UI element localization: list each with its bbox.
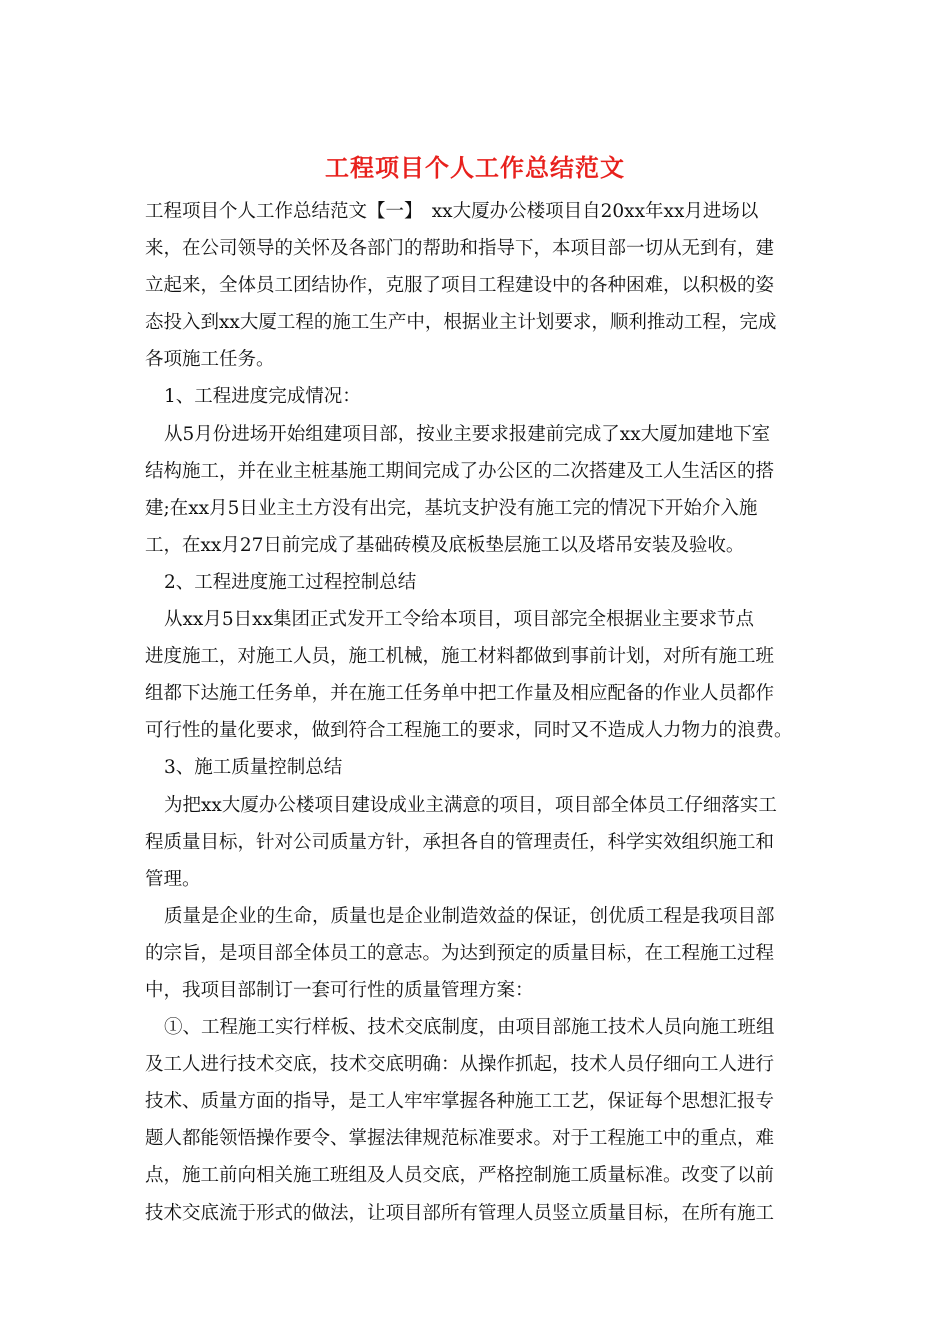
paragraph-line: 从xx月5日xx集团正式发开工令给本项目，项目部完全根据业主要求节点 — [164, 609, 755, 631]
paragraph-line: 为把xx大厦办公楼项目建设成业主满意的项目，项目部全体员工仔细落实工 — [164, 794, 777, 816]
paragraph-line: 工程项目个人工作总结范文【一】 xx大厦办公楼项目自20xx年xx月进场以 — [145, 201, 759, 222]
paragraph-line: 题人都能领悟操作要令、掌握法律规范标准要求。对于工程施工中的重点，难 — [145, 1128, 775, 1150]
paragraph-line: 技术、质量方面的指导，是工人牢牢掌握各种施工工艺，保证每个思想汇报专 — [145, 1091, 775, 1113]
paragraph-line: 组都下达施工任务单，并在施工任务单中把工作量及相应配备的作业人员都作 — [145, 683, 775, 705]
paragraph-line: 来，在公司领导的关怀及各部门的帮助和指导下，本项目部一切从无到有，建 — [145, 238, 775, 260]
paragraph-line: 从5月份进场开始组建项目部，按业主要求报建前完成了xx大厦加建地下室 — [164, 423, 771, 445]
paragraph-line: 进度施工，对施工人员，施工机械，施工材料都做到事前计划，对所有施工班 — [145, 646, 775, 668]
section-heading: 1、工程进度完成情况： — [164, 386, 361, 408]
paragraph-line: 技术交底流于形式的做法，让项目部所有管理人员竖立质量目标，在所有施工 — [145, 1202, 775, 1224]
paragraph-line: 质量是企业的生命，质量也是企业制造效益的保证，创优质工程是我项目部 — [164, 905, 775, 927]
paragraph-line: 建;在xx月5日业主土方没有出完，基坑支护没有施工完的情况下开始介入施 — [145, 497, 758, 519]
document-title: 工程项目个人工作总结范文 — [325, 153, 625, 182]
paragraph-line: 中，我项目部制订一套可行性的质量管理方案： — [145, 979, 534, 1001]
paragraph-line: 的宗旨，是项目部全体员工的意志。为达到预定的质量目标，在工程施工过程 — [145, 942, 775, 964]
paragraph-line: 立起来，全体员工团结协作，克服了项目工程建设中的各种困难，以积极的姿 — [145, 275, 775, 297]
section-heading: 2、工程进度施工过程控制总结 — [164, 571, 417, 593]
paragraph-line: 及工人进行技术交底，技术交底明确：从操作抓起，技术人员仔细向工人进行 — [145, 1054, 775, 1076]
paragraph-line: 态投入到xx大厦工程的施工生产中，根据业主计划要求，顺利推动工程，完成 — [145, 312, 777, 334]
paragraph-line: 工，在xx月27日前完成了基础砖模及底板垫层施工以及塔吊安装及验收。 — [145, 534, 745, 556]
section-heading: 3、施工质量控制总结 — [164, 757, 343, 779]
paragraph-line: 可行性的量化要求，做到符合工程施工的要求，同时又不造成人力物力的浪费。 — [145, 720, 793, 742]
paragraph-line: 程质量目标，针对公司质量方针，承担各自的管理责任，科学实效组织施工和 — [145, 831, 775, 853]
paragraph-line: 管理。 — [145, 868, 201, 890]
paragraph-line: 点，施工前向相关施工班组及人员交底，严格控制施工质量标准。改变了以前 — [145, 1165, 775, 1187]
paragraph-line: 各项施工任务。 — [145, 349, 275, 371]
paragraph-line: ①、工程施工实行样板、技术交底制度，由项目部施工技术人员向施工班组 — [164, 1017, 775, 1039]
paragraph-line: 结构施工，并在业主桩基施工期间完成了办公区的二次搭建及工人生活区的搭 — [145, 460, 775, 482]
document-body — [145, 193, 810, 1232]
